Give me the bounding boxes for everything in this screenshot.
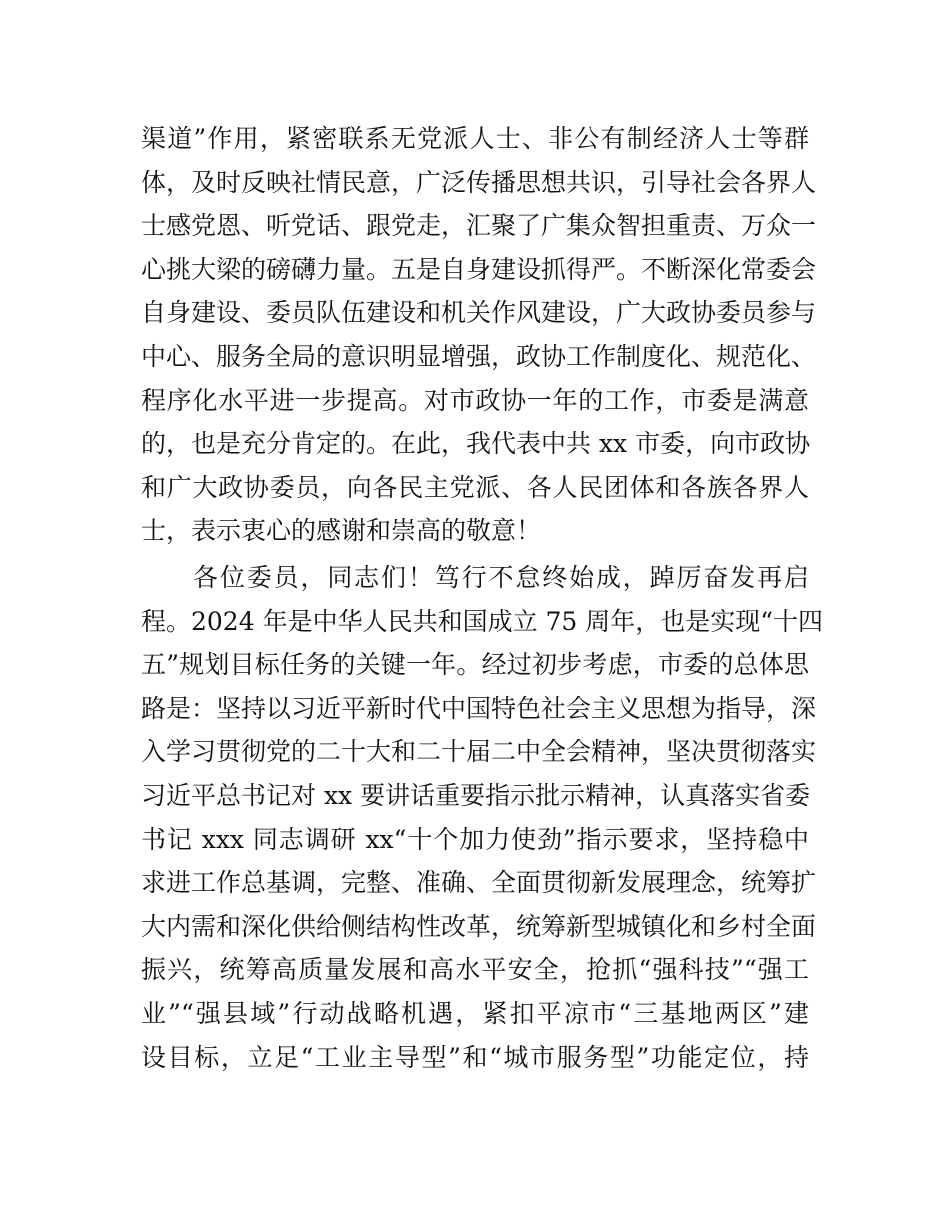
text-line: 中心、服务全局的意识明显增强，政协工作制度化、规范化、 <box>141 341 817 371</box>
text-line: 振兴，统筹高质量发展和高水平安全，抢抓“强科技”“强工 <box>141 955 809 985</box>
text-line: 五”规划目标任务的关键一年。经过初步考虑，市委的总体思 <box>141 650 809 680</box>
paragraph-1 <box>141 117 817 553</box>
text-line: 业”“强县域”行动战略机遇，紧扣平凉市“三基地两区”建 <box>141 998 809 1028</box>
text-line: 体，及时反映社情民意，广泛传播思想共识，引导社会各界人 <box>141 167 817 197</box>
text-line: 士，表示衷心的感谢和崇高的敬意！ <box>141 516 542 546</box>
paragraph-2 <box>141 556 824 1079</box>
text-line: 习近平总书记对 xx 要讲话重要指示批示精神，认真落实省委 <box>141 780 811 810</box>
text-line: 程序化水平进一步提高。对市政协一年的工作，市委是满意 <box>141 385 809 415</box>
text-line: 路是：坚持以习近平新时代中国特色社会主义思想为指导，深 <box>141 693 817 723</box>
text-line: 程。2024 年是中华人民共和国成立 75 周年，也是实现“十四 <box>141 606 824 636</box>
text-line: 自身建设、委员队伍建设和机关作风建设，广大政协委员参与 <box>141 298 817 328</box>
text-line: 心挑大梁的磅礴力量。五是自身建设抓得严。不断深化常委会 <box>141 254 817 284</box>
text-line: 渠道”作用，紧密联系无党派人士、非公有制经济人士等群 <box>141 124 809 153</box>
text-line: 各位委员，同志们！笃行不怠终始成，踔厉奋发再启 <box>193 563 809 592</box>
text-line: 大内需和深化供给侧结构性改革，统筹新型城镇化和乡村全面 <box>141 911 817 941</box>
text-line: 求进工作总基调，完整、准确、全面贯彻新发展理念，统筹扩 <box>141 868 817 898</box>
text-line: 和广大政协委员，向各民主党派、各人民团体和各族各界人 <box>141 472 809 502</box>
text-line: 入学习贯彻党的二十大和二十届二中全会精神，坚决贯彻落实 <box>141 737 817 767</box>
text-line: 书记 xxx 同志调研 xx“十个加力使劲”指示要求，坚持稳中 <box>141 824 809 854</box>
text-line: 士感党恩、听党话、跟党走，汇聚了广集众智担重责、万众一 <box>141 211 817 241</box>
text-line: 设目标，立足“工业主导型”和“城市服务型”功能定位，持 <box>141 1042 809 1072</box>
text-line: 的，也是充分肯定的。在此，我代表中共 xx 市委，向市政协 <box>141 429 811 459</box>
